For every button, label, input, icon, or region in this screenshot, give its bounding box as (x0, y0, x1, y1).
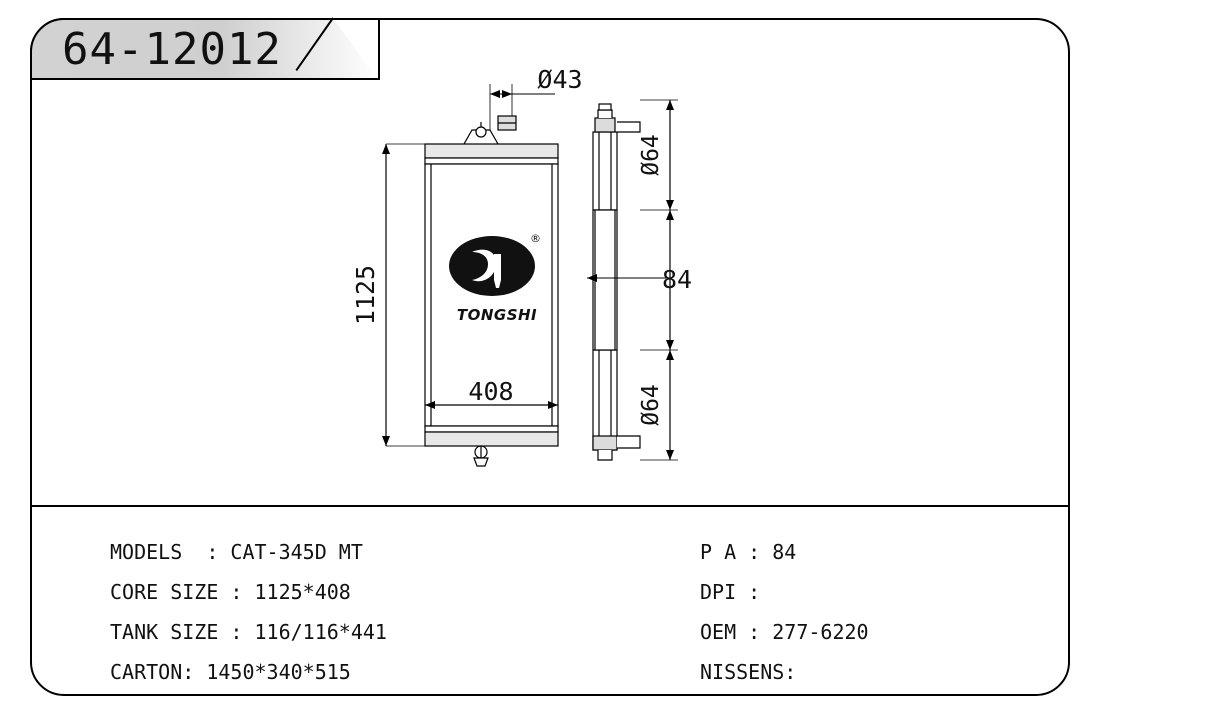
spec-tank-size-label: TANK SIZE : (110, 620, 243, 644)
specification-table (110, 532, 1040, 692)
logo-brand-text: TONGSHI (456, 306, 538, 324)
tongshi-logo (442, 232, 552, 342)
spec-pa (700, 532, 1040, 572)
dim-filler-neck: Ø43 (537, 65, 583, 94)
spec-table-separator (32, 505, 1068, 507)
dim-upper-inlet: Ø64 (638, 134, 664, 176)
dim-tank-depth: 84 (662, 265, 693, 294)
part-number-label: 64-12012 (62, 24, 282, 75)
spec-row-tank-size (110, 612, 1040, 652)
registered-trademark-icon: ® (530, 232, 541, 245)
spec-nissens (700, 652, 1040, 692)
spec-row-models (110, 532, 1040, 572)
spec-dpi (700, 572, 1040, 612)
spec-tank-size-value: 116/116*441 (254, 620, 387, 644)
spec-oem-value: 277-6220 (772, 620, 869, 644)
spec-tank-size (110, 612, 700, 652)
spec-carton-label: CARTON: (110, 660, 195, 684)
spec-dpi-label: DPI : (700, 580, 761, 604)
spec-row-core-size (110, 572, 1040, 612)
dim-core-width: 408 (468, 377, 514, 406)
spec-carton-value: 1450*340*515 (206, 660, 351, 684)
spec-nissens-label: NISSENS: (700, 660, 797, 684)
spec-pa-label: P A : (700, 540, 761, 564)
spec-models-label: MODELS : (110, 540, 219, 564)
spec-row-carton (110, 652, 1040, 692)
spec-pa-value: 84 (772, 540, 797, 564)
spec-carton (110, 652, 700, 692)
spec-models-value: CAT-345D MT (230, 540, 363, 564)
spec-core-size-label: CORE SIZE : (110, 580, 243, 604)
dim-core-height: 1125 (351, 264, 380, 326)
spec-oem-label: OEM : (700, 620, 761, 644)
dim-lower-outlet: Ø64 (638, 384, 664, 426)
spec-oem (700, 612, 1040, 652)
spec-core-size (110, 572, 700, 612)
spec-core-size-value: 1125*408 (254, 580, 351, 604)
spec-models (110, 532, 700, 572)
